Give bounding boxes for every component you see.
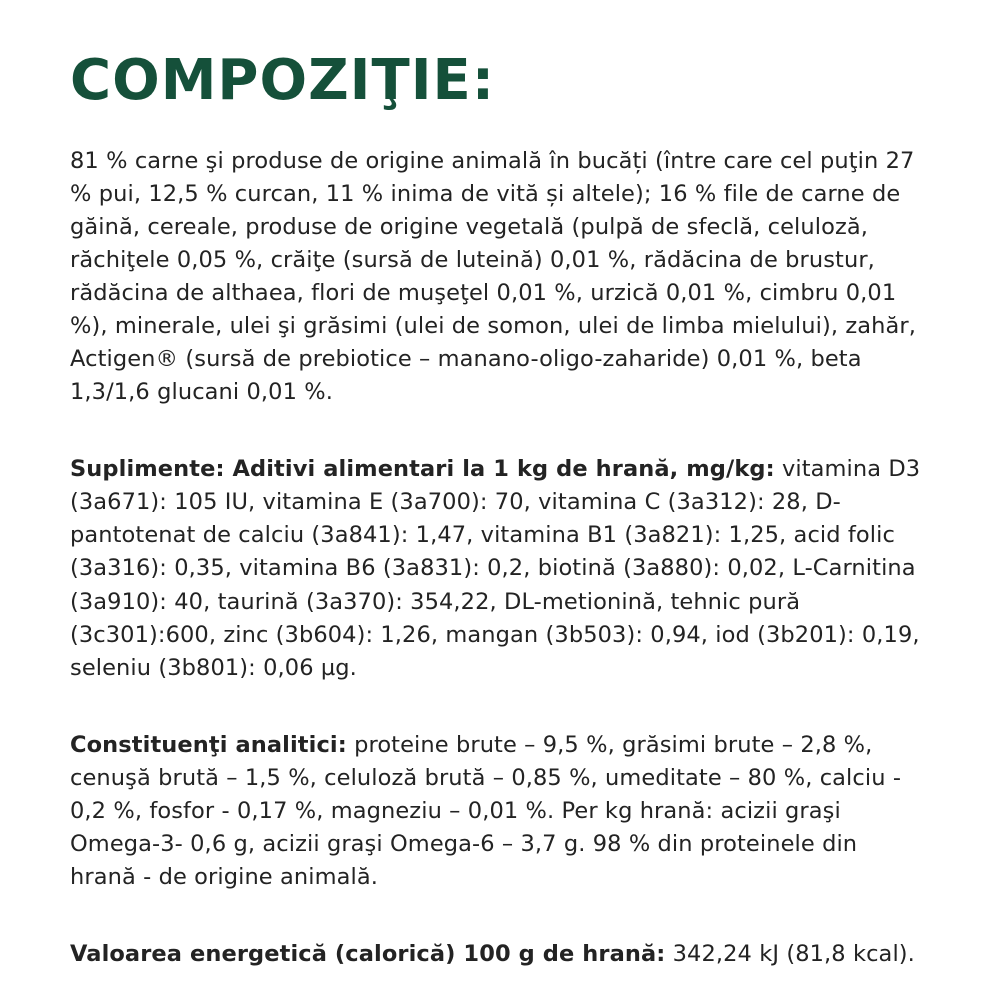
analytical-body-text: proteine brute – 9,5 %, grăsimi brute – 2,8 %, cenuşă brută – 1,5 %, celuloză brută – 0,85 %, umeditate – 80 %, calciu - 0,2 %, fosfor - 0,17 %, magneziu – 0,01 %. Per kg hrană: acizii graşi Omega-3- 0,6 g, acizii graşi Omega-6 – 3,7 g. 98 % din proteinele din hrană - de origine animală. xyxy=(70,731,902,890)
page-title: COMPOZIŢIE: xyxy=(70,48,496,113)
paragraph-supplements xyxy=(70,453,930,684)
energy-lead-text: Valoarea energetică (calorică) 100 g de hrană: xyxy=(70,941,666,968)
paragraph-analytical xyxy=(70,729,930,894)
analytical-lead-text: Constituenţi analitici: xyxy=(70,731,347,758)
supplements-body-text: vitamina D3 (3a671): 105 IU, vitamina E (3a700): 70, vitamina C (3a312): 28, D-pantotenat de calciu (3a841): 1,47, vitamina B1 (3a821): 1,25, acid folic (3a316): 0,35, vitamina B6 (3a831): 0,2, biotină (3a880): 0,02, L-Carnitina (3a910): 40, taurină (3a370): 354,22, DL-metionină, tehnic pură (3c301):600, zinc (3b604): 1,26, mangan (3b503): 0,94, iod (3b201): 0,19, seleniu (3b801): 0,06 µg. xyxy=(70,456,921,681)
paragraph-composition xyxy=(70,145,930,410)
supplements-lead-text: Suplimente: Aditivi alimentari la 1 kg de hrană, mg/kg: xyxy=(70,456,775,483)
energy-body-text: 342,24 kJ (81,8 kcal). xyxy=(665,941,915,968)
composition-body-text: 81 % carne şi produse de origine animală în bucăți (între care cel puţin 27 % pui, 12,5 % curcan, 11 % inima de vită și altele); 16 % file de carne de găină, cereale, produse de origine vegetală (pulpă de sfeclă, celuloză, răchiţele 0,05 %, crăiţe (sursă de luteină) 0,01 %, rădăcina de brustur, rădăcina de althaea, flori de muşeţel 0,01 %, urzică 0,01 %, cimbru 0,01 %), minerale, ulei şi grăsimi (ulei de somon, ulei de limba mielului), zahăr, Actigen® (sursă de prebiotice – manano-oligo-zaharide) 0,01 %, beta 1,3/1,6 glucani 0,01 %. xyxy=(70,147,917,406)
paragraph-energy xyxy=(70,938,930,971)
